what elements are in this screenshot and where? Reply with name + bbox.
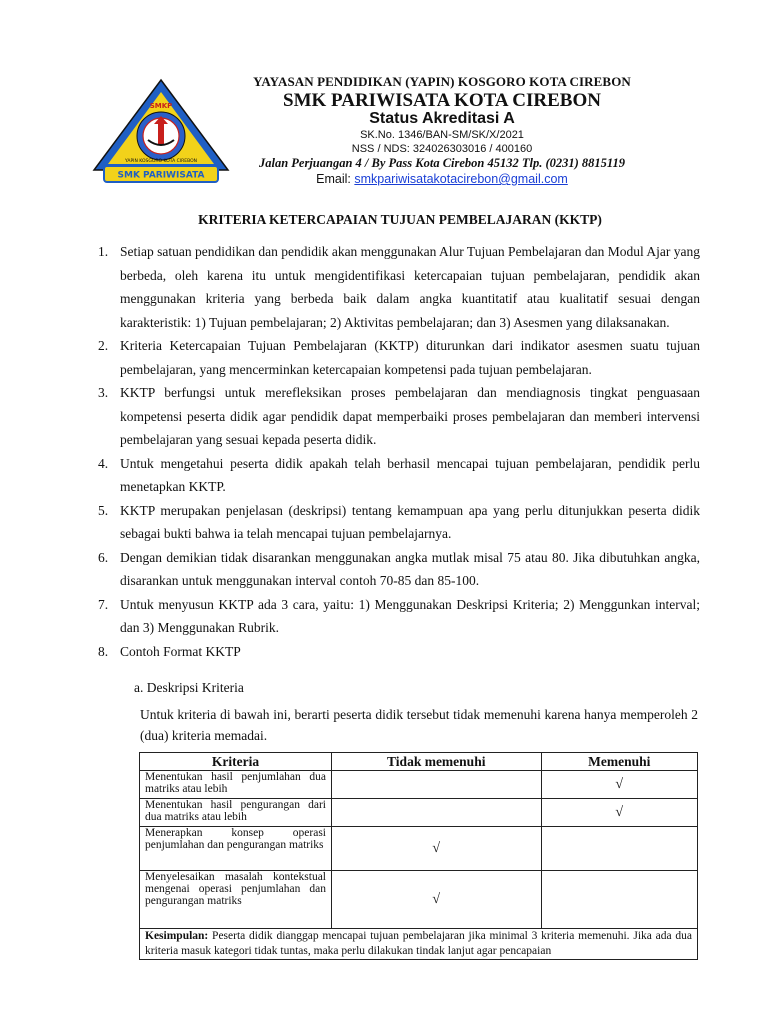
item-text: Kriteria Ketercapaian Tujuan Pembelajaran (KKTP) diturunkan dari indikator asesmen suatu tujuan pembelajaran, yang mencerminkan ketercapaian kompetensi pada tujuan pembelajaran. (120, 338, 700, 377)
table-row (140, 827, 698, 871)
item-text: Untuk menyusun KKTP ada 3 cara, yaitu: 1) Menggunakan Deskripsi Kriteria; 2) Menggunkan interval; dan 3) Menggunakan Rubrik. (120, 596, 700, 635)
example-paragraph: Untuk kriteria di bawah ini, berarti peserta didik tersebut tidak memenuhi karena hanya memperoleh 2 (dua) kriteria memadai. (140, 707, 698, 743)
foundation-name: YAYASAN PENDIDIKAN (YAPIN) KOSGORO KOTA CIREBON (253, 74, 631, 89)
list-item (98, 452, 700, 499)
item-number: 4. (98, 455, 109, 471)
item-number: 7. (98, 596, 109, 612)
item-text: Setiap satuan pendidikan dan pendidik akan menggunakan Alur Tujuan Pembelajaran dan Modul Ajar yang berbeda, oleh karena itu untuk mengidentifikasi ketercapaian tujuan pembelajaran, pendidik akan menggunakan kriteria yang berbeda baik dalam angka kuantitatif atau kualitatif sesuai dengan karakteristik: 1) Tujuan pembelajaran; 2) Aktivitas pembelajaran; dan 3) Asesmen yang dilaksanakan. (120, 244, 701, 330)
conclusion-label: Kesimpulan: (145, 930, 209, 942)
criteria-cell: Menentukan hasil penjumlahan dua matriks atau lebih (140, 771, 332, 799)
school-name: SMK PARIWISATA KOTA CIREBON (283, 90, 601, 111)
tidak-memenuhi-cell: √ (332, 871, 542, 929)
item-number: 5. (98, 502, 109, 518)
list-item (98, 240, 700, 334)
table-row (140, 771, 698, 799)
conclusion-row (140, 929, 698, 960)
list-item (98, 593, 700, 640)
item-text: KKTP merupakan penjelasan (deskripsi) tentang kemampuan apa yang perlu ditunjukkan peserta didik sebagai bukti bahwa ia telah mencapai tujuan pembelajarnya. (120, 502, 700, 541)
list-item (98, 640, 700, 664)
header-memenuhi: Memenuhi (541, 753, 697, 771)
table-header-row (140, 753, 698, 771)
email-line (232, 172, 652, 186)
tidak-memenuhi-cell (332, 799, 542, 827)
item-number: 8. (98, 643, 109, 659)
item-text: Contoh Format KKTP (120, 643, 241, 659)
memenuhi-cell: √ (541, 799, 697, 827)
memenuhi-cell: √ (541, 771, 697, 799)
logo-ribbon-text: SMK PARIWISATA (117, 170, 205, 181)
item-text: Untuk mengetahui peserta didik apakah telah berhasil mencapai tujuan pembelajaran, pendidik perlu menetapkan KKTP. (120, 455, 700, 494)
nss-nds: NSS / NDS: 324026303016 / 400160 (351, 143, 533, 155)
list-item (98, 334, 700, 381)
table-row (140, 799, 698, 827)
item-number: 6. (98, 549, 109, 565)
header-kriteria: Kriteria (140, 753, 332, 771)
school-address: Jalan Perjuangan 4 / By Pass Kota Cirebon 45132 Tlp. (0231) 8815119 (258, 156, 625, 170)
numbered-list (98, 240, 700, 663)
table-row (140, 871, 698, 929)
criteria-cell: Menerapkan konsep operasi penjumlahan dan pengurangan matriks (140, 827, 332, 871)
item-number: 2. (98, 338, 109, 353)
document-title: KRITERIA KETERCAPAIAN TUJUAN PEMBELAJARAN (KKTP) (198, 212, 602, 227)
item-number: 3. (98, 385, 109, 400)
list-item (98, 499, 700, 546)
conclusion-cell (140, 929, 698, 960)
list-item (98, 381, 700, 452)
memenuhi-cell (541, 871, 697, 929)
criteria-cell: Menyelesaikan masalah kontekstual mengenai operasi penjumlahan dan pengurangan matriks (140, 871, 332, 929)
header-tidak-memenuhi: Tidak memenuhi (332, 753, 542, 771)
criteria-cell: Menentukan hasil pengurangan dari dua matriks atau lebih (140, 799, 332, 827)
logo-top-text: SMKP (149, 102, 173, 110)
item-text: Dengan demikian tidak disarankan menggunakan angka mutlak misal 75 atau 80. Jika dibutuhkan angka, disarankan untuk menggunakan interval contoh 70-85 dan 85-100. (120, 549, 700, 588)
list-item (98, 546, 700, 593)
item-text: KKTP berfungsi untuk merefleksikan proses pembelajaran dan mendiagnosis tingkat penguasaan kompetensi peserta didik agar pendidik dapat memperbaiki proses pembelajaran dan memberi intervensi pembelajaran yang sesuai kepada peserta didik. (120, 385, 700, 447)
email-link[interactable]: smkpariwisatakotacirebon@gmail.com (354, 172, 568, 186)
conclusion-text: Peserta didik dianggap mencapai tujuan pembelajaran jika minimal 3 kriteria memenuhi. Jika ada dua kriteria masuk kategori tidak tuntas, maka perlu dilakukan tindak lanjut agar pencapaian (145, 930, 692, 957)
tidak-memenuhi-cell: √ (332, 827, 542, 871)
logo-ring-text: YAPIN KOSGORO KOTA CIREBON (124, 159, 198, 164)
email-label: Email: (316, 172, 355, 186)
subheading-deskripsi-kriteria: a. Deskripsi Kriteria (134, 680, 244, 695)
sk-number: SK.No. 1346/BAN-SM/SK/X/2021 (360, 129, 524, 141)
accreditation-status: Status Akreditasi A (369, 110, 515, 127)
criteria-table (139, 752, 698, 960)
memenuhi-cell (541, 827, 697, 871)
school-logo (92, 78, 230, 186)
tidak-memenuhi-cell (332, 771, 542, 799)
item-number: 1. (98, 244, 109, 259)
